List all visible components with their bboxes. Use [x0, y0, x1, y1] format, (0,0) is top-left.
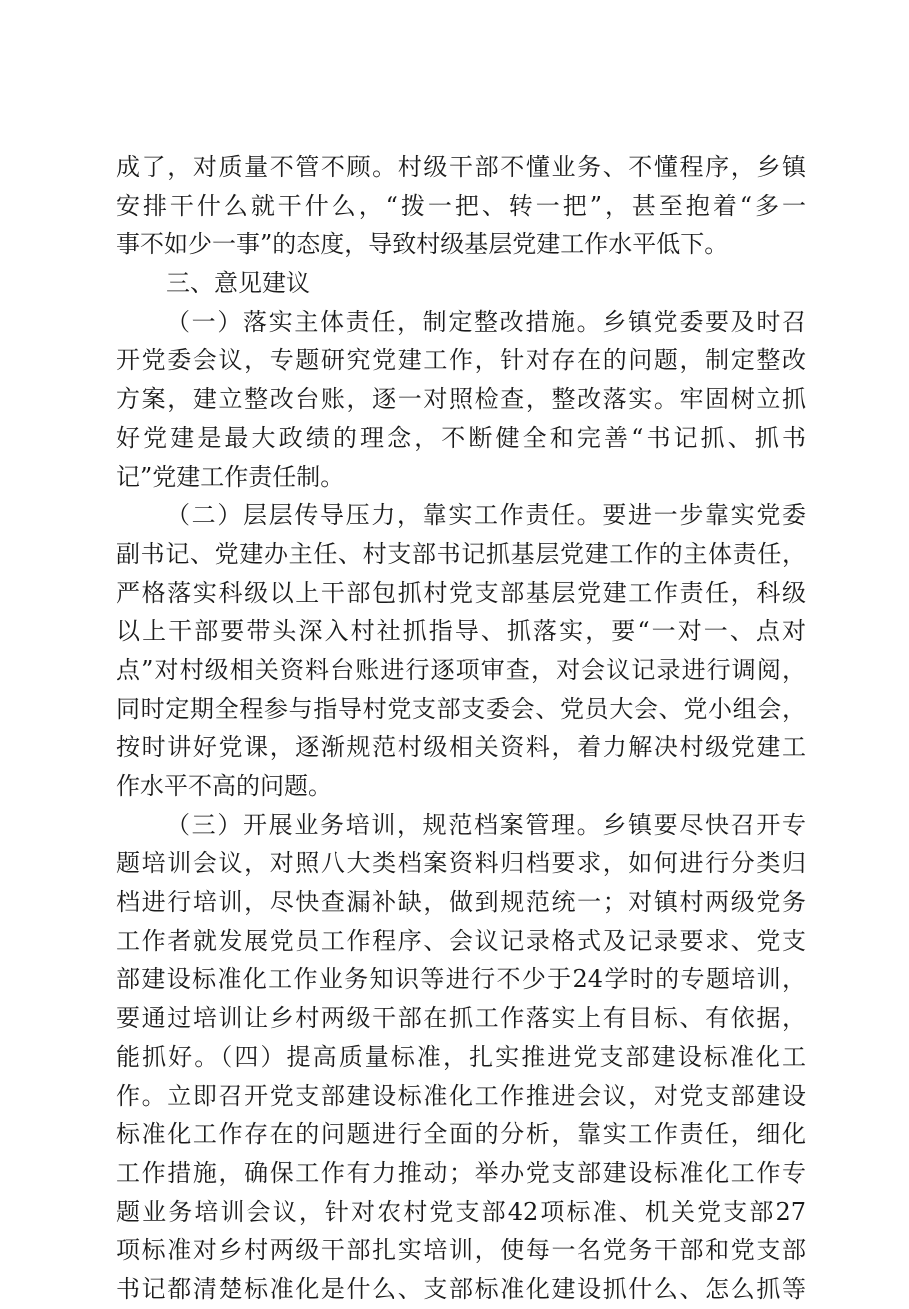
text-line: 安排干什么就干什么，“拨一把、转一把”，甚至抱着“多一	[116, 191, 806, 220]
text-line: 要通过培训让乡村两级干部在抓工作落实上有目标、有依据，	[116, 1004, 806, 1033]
text-line: 好党建是最大政绩的理念，不断健全和完善“书记抓、抓书	[116, 423, 806, 452]
text-line: 工作措施，确保工作有力推动；举办党支部建设标准化工作专	[116, 1158, 806, 1187]
document-body	[116, 148, 806, 1309]
text-line: 成了，对质量不管不顾。村级干部不懂业务、不懂程序，乡镇	[116, 153, 806, 181]
text-line: （一）落实主体责任，制定整改措施。乡镇党委要及时召	[166, 307, 806, 336]
text-line: 能抓好。（四）提高质量标准，扎实推进党支部建设标准化工	[116, 1042, 806, 1071]
text-line: 副书记、党建办主任、村支部书记抓基层党建工作的主体责任，	[116, 539, 806, 568]
text-line: 以上干部要带头深入村社抓指导、抓落实，要“一对一、点对	[116, 617, 806, 646]
text-line: 工作者就发展党员工作程序、会议记录格式及记录要求、党支	[116, 926, 806, 955]
text-line: 三、意见建议	[166, 269, 310, 298]
text-line: 点”对村级相关资料台账进行逐项审查，对会议记录进行调阅，	[116, 655, 806, 684]
text-line: （二）层层传导压力，靠实工作责任。要进一步靠实党委	[166, 501, 806, 530]
text-line: 作。立即召开党支部建设标准化工作推进会议，对党支部建设	[116, 1081, 806, 1110]
text-line: 同时定期全程参与指导村党支部支委会、党员大会、党小组会，	[116, 694, 806, 723]
text-line: 题培训会议，对照八大类档案资料归档要求，如何进行分类归	[116, 849, 806, 878]
text-line: 作水平不高的问题。	[116, 772, 332, 800]
text-line: 事不如少一事”的态度，导致村级基层党建工作水平低下。	[116, 230, 729, 259]
text-line: 方案，建立整改台账，逐一对照检查，整改落实。牢固树立抓	[116, 385, 806, 414]
text-line: 按时讲好党课，逐渐规范村级相关资料，着力解决村级党建工	[116, 733, 806, 762]
text-line: 开党委会议，专题研究党建工作，针对存在的问题，制定整改	[116, 346, 806, 375]
text-line: 部建设标准化工作业务知识等进行不少于24学时的专题培训，	[116, 965, 806, 994]
text-line: 档进行培训，尽快查漏补缺，做到规范统一；对镇村两级党务	[116, 888, 806, 917]
text-line: （三）开展业务培训，规范档案管理。乡镇要尽快召开专	[166, 810, 806, 839]
text-line: 书记都清楚标准化是什么、支部标准化建设抓什么、怎么抓等	[116, 1274, 806, 1303]
text-line: 项标准对乡村两级干部扎实培训，使每一名党务干部和党支部	[116, 1236, 806, 1265]
text-line: 题业务培训会议，针对农村党支部42项标准、机关党支部27	[116, 1197, 806, 1226]
text-line: 严格落实科级以上干部包抓村党支部基层党建工作责任，科级	[116, 578, 806, 607]
text-line: 记”党建工作责任制。	[116, 462, 345, 491]
text-line: 标准化工作存在的问题进行全面的分析，靠实工作责任，细化	[116, 1120, 806, 1149]
